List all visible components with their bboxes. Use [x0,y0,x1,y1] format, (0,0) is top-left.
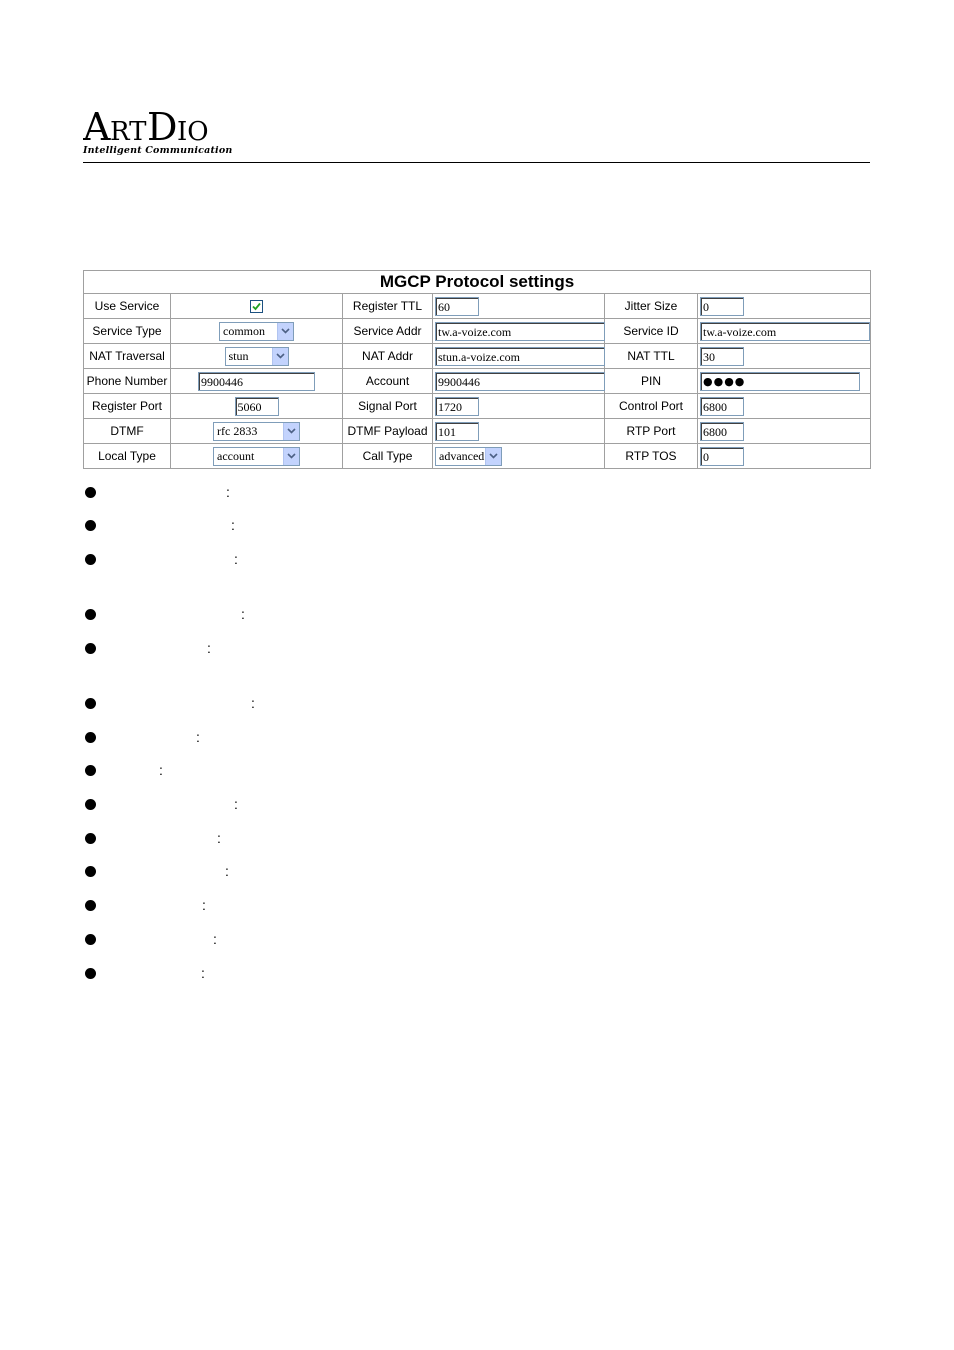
service-addr-label: Service Addr [343,319,433,344]
panel-title: MGCP Protocol settings [84,271,871,294]
chevron-down-icon[interactable] [485,448,501,465]
use-service-checkbox[interactable] [250,300,263,313]
local-type-label: Local Type [84,444,171,469]
dtmf-label: DTMF [84,419,171,444]
logo-wordmark-svg [83,108,215,148]
bullet-icon [85,487,96,498]
control-port-label: Control Port [605,394,698,419]
bullet-icon [85,934,96,945]
svg-text:IO: IO [177,117,209,147]
settings-row [84,294,871,319]
list-item-colon: : [234,551,238,567]
register-port-label: Register Port [84,394,171,419]
settings-row [84,444,871,469]
jitter-size-label: Jitter Size [605,294,698,319]
register-ttl-label: Register TTL [343,294,433,319]
list-item-colon: : [241,606,245,622]
chevron-down-icon[interactable] [277,323,293,340]
svg-text:RT: RT [110,117,147,147]
nat-traversal-value: stun [228,348,249,363]
list-item-colon: : [196,729,200,745]
service-type-select[interactable] [219,322,294,341]
bullet-icon [85,968,96,979]
rtp-tos-input[interactable]: 0 [700,447,744,466]
mgcp-settings-panel [83,270,870,469]
register-ttl-cell [433,294,605,319]
list-item-colon: : [251,695,255,711]
rtp-port-cell [698,419,871,444]
list-item-colon: : [234,796,238,812]
list-item-colon: : [213,931,217,947]
bullet-icon [85,799,96,810]
bullet-icon [85,765,96,776]
nat-addr-cell [433,344,605,369]
nat-traversal-cell [171,344,343,369]
pin-cell [698,369,871,394]
dtmf-value: rfc 2833 [217,423,258,438]
account-label: Account [343,369,433,394]
rtp-tos-cell [698,444,871,469]
list-item-colon: : [231,517,235,533]
list-item-colon: : [225,863,229,879]
settings-row [84,394,871,419]
control-port-cell [698,394,871,419]
account-input[interactable]: 9900446 [435,372,605,391]
list-item-colon: : [201,965,205,981]
bullet-icon [85,866,96,877]
use-service-cell [171,294,343,319]
rtp-tos-label: RTP TOS [605,444,698,469]
nat-ttl-cell [698,344,871,369]
settings-row [84,344,871,369]
service-id-input[interactable]: tw.a-voize.com [700,322,870,341]
list-item-colon: : [207,640,211,656]
chevron-down-icon[interactable] [283,448,299,465]
settings-row [84,319,871,344]
phone-number-input[interactable]: 9900446 [198,372,315,391]
checkmark-icon [252,302,261,311]
service-id-cell [698,319,871,344]
use-service-label: Use Service [84,294,171,319]
jitter-size-input[interactable]: 0 [700,297,744,316]
signal-port-label: Signal Port [343,394,433,419]
settings-row [84,369,871,394]
register-port-input[interactable]: 5060 [235,397,279,416]
logo-tagline: Intelligent Communication [83,145,233,156]
bullet-icon [85,900,96,911]
service-type-cell [171,319,343,344]
bullet-icon [85,554,96,565]
dtmf-payload-label: DTMF Payload [343,419,433,444]
signal-port-input[interactable]: 1720 [435,397,479,416]
service-id-label: Service ID [605,319,698,344]
control-port-input[interactable]: 6800 [700,397,744,416]
register-ttl-input[interactable]: 60 [435,297,479,316]
artdio-logo [83,108,233,160]
pin-input[interactable]: ●●●● [700,372,860,391]
mgcp-settings-table [83,270,871,469]
nat-addr-label: NAT Addr [343,344,433,369]
signal-port-cell [433,394,605,419]
bullet-icon [85,609,96,620]
call-type-cell [433,444,605,469]
call-type-select[interactable] [435,447,502,466]
list-item-colon: : [226,484,230,500]
settings-row [84,419,871,444]
list-item-colon: : [217,830,221,846]
service-type-label: Service Type [84,319,171,344]
register-port-cell [171,394,343,419]
bullet-icon [85,520,96,531]
nat-ttl-input[interactable]: 30 [700,347,744,366]
list-item-colon: : [202,897,206,913]
dtmf-payload-cell [433,419,605,444]
header-rule [83,162,870,163]
service-type-value: common [223,323,265,338]
bullet-icon [85,643,96,654]
rtp-port-label: RTP Port [605,419,698,444]
bullet-icon [85,833,96,844]
dtmf-cell [171,419,343,444]
bullet-icon [85,732,96,743]
account-cell [433,369,605,394]
nat-ttl-label: NAT TTL [605,344,698,369]
call-type-label: Call Type [343,444,433,469]
chevron-down-icon[interactable] [283,423,299,440]
pin-label: PIN [605,369,698,394]
local-type-value: account [217,448,255,463]
bullet-icon [85,698,96,709]
rtp-port-input[interactable]: 6800 [700,422,744,441]
svg-text:D: D [147,108,178,148]
svg-text:A: A [83,108,111,148]
jitter-size-cell [698,294,871,319]
phone-number-label: Phone Number [84,369,171,394]
chevron-down-icon[interactable] [272,348,288,365]
local-type-cell [171,444,343,469]
service-addr-cell [433,319,605,344]
local-type-select[interactable] [213,447,300,466]
service-addr-input[interactable]: tw.a-voize.com [435,322,605,341]
list-item-colon: : [159,762,163,778]
dtmf-select[interactable] [213,422,300,441]
nat-traversal-select[interactable] [225,347,289,366]
call-type-value: advanced [439,448,485,463]
nat-addr-input[interactable]: stun.a-voize.com [435,347,605,366]
nat-traversal-label: NAT Traversal [84,344,171,369]
phone-number-cell [171,369,343,394]
dtmf-payload-input[interactable]: 101 [435,422,479,441]
